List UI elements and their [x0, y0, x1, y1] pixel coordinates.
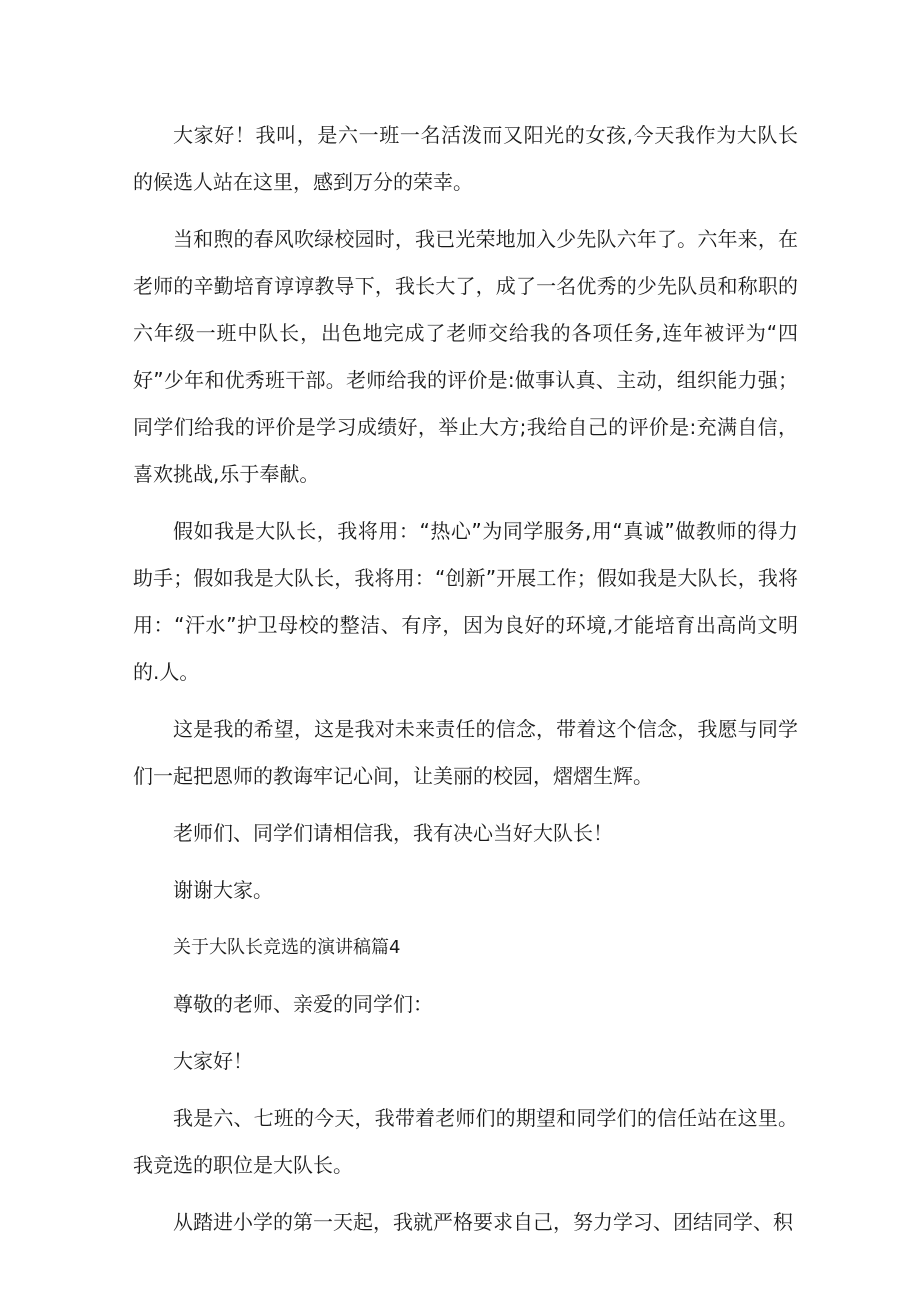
paragraph-2: 当和煦的春风吹绿校园时，我已光荣地加入少先队六年了。六年来，在老师的辛勤培育谆谆教导下，我长大了，成了一名优秀的少先队员和称职的六年级一班中队长，出色地完成了老师交给我的各项任务,连年被评为“四好”少年和优秀班干部。老师给我的评价是:做事认真、主动，组织能力强；同学们给我的评价是学习成绩好，举止大方;我给自己的评价是:充满自信，喜欢挑战,乐于奉献。	[133, 227, 798, 486]
greeting: 大家好！	[173, 1049, 253, 1073]
section-heading: 关于大队长竞选的演讲稿篇4	[173, 937, 401, 958]
paragraph-5: 老师们、同学们请相信我，我有决心当好大队长！	[173, 821, 613, 845]
paragraph-7: 我是六、七班的今天，我带着老师们的期望和同学们的信任站在这里。我竞选的职位是大队长。	[133, 1106, 798, 1177]
document-body	[133, 112, 798, 1246]
paragraph-4: 这是我的希望，这是我对未来责任的信念，带着这个信念，我愿与同学们一起把恩师的教诲牢记心间，让美丽的校园，熠熠生辉。	[133, 717, 798, 788]
paragraph-3: 假如我是大队长，我将用：“热心”为同学服务,用“真诚”做教师的得力助手；假如我是大队长，我将用：“创新”开展工作；假如我是大队长，我将用：“汗水”护卫母校的整洁、有序，因为良好的环境,才能培育出高尚文明的.人。	[133, 519, 798, 684]
paragraph-8: 从踏进小学的第一天起，我就严格要求自己，努力学习、团结同学、积	[173, 1210, 793, 1234]
salutation: 尊敬的老师、亲爱的同学们：	[173, 992, 433, 1016]
paragraph-6: 谢谢大家。	[173, 878, 273, 902]
paragraph-1: 大家好！我叫，是六一班一名活泼而又阳光的女孩,今天我作为大队长的候选人站在这里，感到万分的荣幸。	[133, 123, 798, 194]
